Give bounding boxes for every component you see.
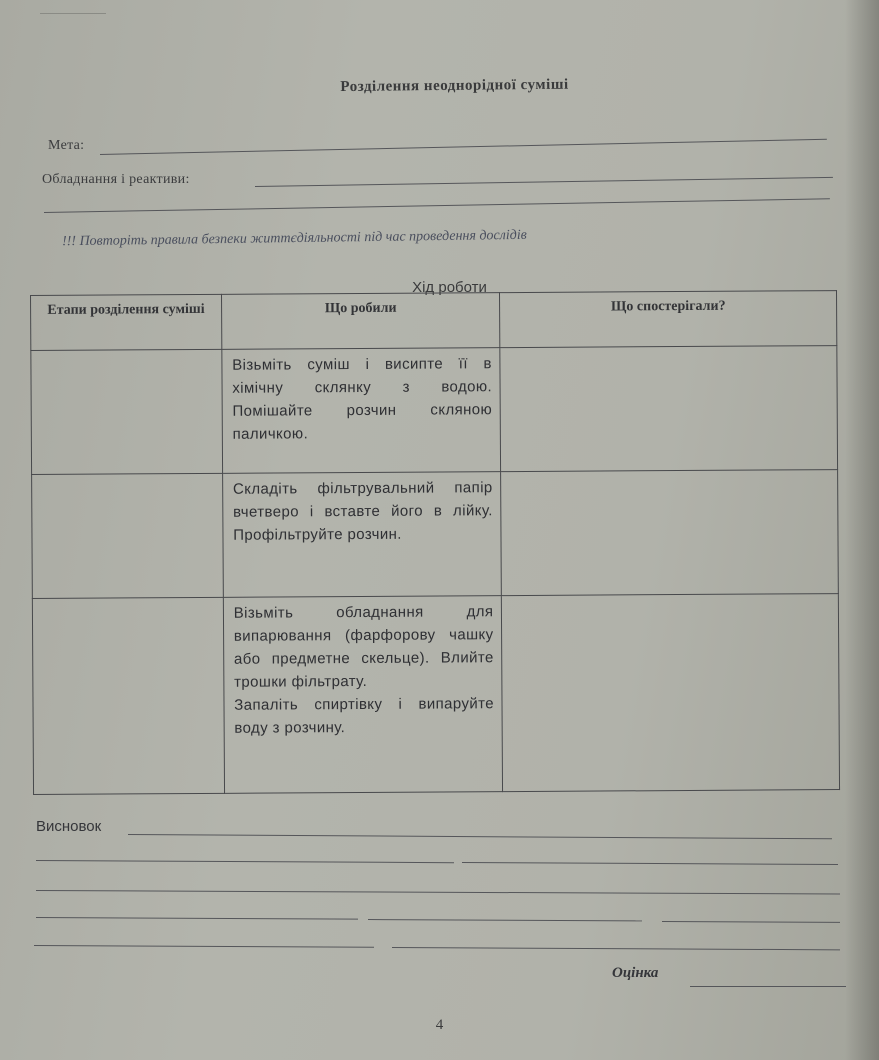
conclusion-line-5a[interactable] [34, 945, 374, 948]
page-shadow [845, 0, 879, 1060]
did-text: Запаліть спиртівку і випаруйте воду з розчину. [234, 695, 495, 737]
goal-answer-line[interactable] [100, 139, 827, 155]
header-stages: Етапи розділення суміші [31, 294, 222, 350]
equipment-answer-line-2[interactable] [44, 198, 830, 213]
equipment-answer-line[interactable] [255, 177, 833, 187]
page-number: 4 [435, 1017, 444, 1033]
stage-cell[interactable] [31, 349, 223, 474]
grade-line[interactable] [690, 986, 846, 987]
conclusion-line-1[interactable] [128, 834, 832, 839]
stage-cell[interactable] [32, 597, 224, 794]
table-row [32, 594, 839, 795]
did-text: Візьміть суміш і висипте її в хімічну склянку з водою. Помішайте розчин скляною паличкою. [232, 355, 493, 443]
header-what-did: Що робили [221, 293, 500, 350]
did-cell [222, 348, 501, 474]
observed-cell[interactable] [501, 470, 838, 596]
goal-label: Мета: [48, 138, 85, 153]
page-title: Розділення неоднорідної суміші [340, 76, 569, 96]
procedure-table [30, 290, 840, 795]
conclusion-line-4a[interactable] [36, 917, 358, 920]
did-cell [223, 596, 503, 794]
conclusion-line-4b[interactable] [368, 919, 642, 921]
observed-cell[interactable] [500, 346, 837, 472]
conclusion-label: Висновок [36, 818, 102, 835]
conclusion-line-4c[interactable] [662, 921, 840, 923]
safety-warning: !!! Повторіть правила безпеки життєдіяльності під час проведення дослідів [61, 227, 527, 250]
stage-cell[interactable] [32, 473, 224, 598]
procedure-heading: Хід роботи [412, 279, 487, 296]
conclusion-line-3[interactable] [36, 890, 840, 895]
equipment-label: Обладнання і реактиви: [42, 172, 190, 187]
grade-label: Оцінка [612, 965, 659, 981]
table-row [32, 470, 839, 599]
observed-cell[interactable] [502, 594, 840, 792]
header-observed: Що спостерігали? [500, 291, 837, 348]
conclusion-line-2b[interactable] [462, 862, 838, 865]
did-text: Візьміть обладнання для випарювання (фарфорову чашку або предметне скельце). Влийте трошки фільтрату. [233, 603, 494, 691]
top-mark [40, 13, 106, 14]
table-header-row [31, 291, 837, 351]
conclusion-line-5b[interactable] [392, 947, 840, 950]
did-text: Складіть фільтрувальний папір вчетверо і вставте його в лійку. Профільтруйте розчин. [232, 479, 493, 544]
did-cell [222, 472, 501, 598]
conclusion-line-2a[interactable] [36, 860, 454, 863]
table-row [31, 346, 838, 475]
